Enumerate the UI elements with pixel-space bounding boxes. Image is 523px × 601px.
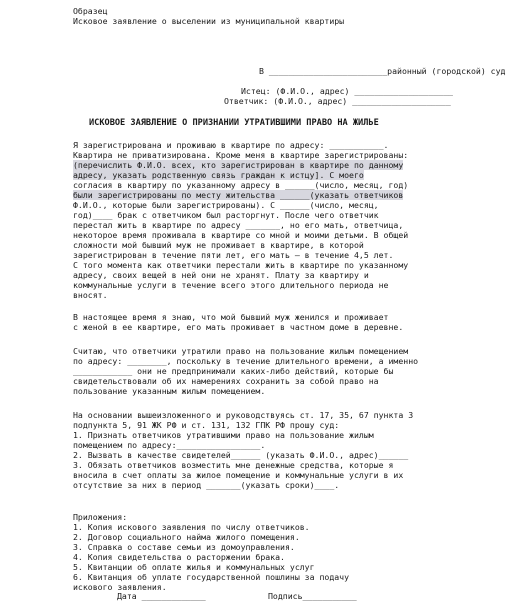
text-line: Квартира не приватизирована. Кроме меня в квартире зарегистрированы: [73, 150, 409, 160]
text-line: некоторое время проживала в квартире со мной и моими детьми. В общей [73, 230, 409, 240]
court-line: В ________________________районный (городской) суд [259, 66, 506, 76]
text-line: Ф.И.О., которые были зарегистрированы). С ______(число, месяц, [73, 200, 379, 210]
text-line: год)____ брак с ответчиком был расторгнут. После чего ответчик [73, 210, 379, 220]
text-line: вносила в счет оплаты за жилое помещение и коммунальные услуги в их [73, 470, 404, 480]
text-line: помещением по адресу:_________________. [73, 440, 266, 450]
list-item: 3. Справка о составе семьи из домоуправления. [73, 542, 295, 552]
text-line: пользование указанным жилым помещением. [73, 386, 266, 396]
doc-caption: Исковое заявление о выселении из муниципальной квартиры [73, 16, 345, 26]
text-line: адресу, своих вещей в ней они не хранят. Плату за квартиру и [73, 270, 369, 280]
text-line: вносят. [73, 290, 108, 300]
text-line: В настоящее время я знаю, что мой бывший муж женился и проживает [73, 312, 389, 322]
text-line: были зарегистрированы по месту жительства ______(указать ответчиков [73, 190, 404, 200]
text-line: сложности мой бывший муж не проживает в квартире, в которой [73, 240, 364, 250]
text-line: 3. Обязать ответчиков возместить мне денежные средства, которые я [73, 460, 394, 470]
text-line: с женой в ее квартире, его мать проживает в частном доме в деревне. [73, 322, 404, 332]
text-line: (перечислить Ф.И.О. всех, кто зарегистрирован в квартире по данному [73, 160, 404, 170]
list-item: 6. Квитанция об уплате государственной пошлины за подачу [73, 572, 350, 582]
text-line: Я зарегистрирована и проживаю в квартире по адресу: ___________. [73, 140, 389, 150]
text-line: зарегистрирован в течение пяти лет, его мать – в течение 4,5 лет. [73, 250, 394, 260]
text-line: свидетельствовали об их намерениях сохранить за собой право на [73, 376, 379, 386]
defendant-line: Ответчик: (Ф.И.О., адрес) ____________________ [224, 96, 451, 106]
list-item: 1. Копия искового заявления по числу ответчиков. [73, 522, 310, 532]
list-item: искового заявления. [73, 582, 167, 592]
text-line: 2. Вызвать в качестве свидетелей______ (указать Ф.И.О., адрес)______ [73, 450, 409, 460]
text-line: С того момента как ответчики перестали жить в квартире по указанному [73, 260, 409, 270]
text-line: 1. Признать ответчиков утратившими право на пользование жилым [73, 430, 374, 440]
text-line: отсутствие за них в период _______(указать сроки)____. [73, 480, 340, 490]
attachments-title: Приложения: [73, 512, 128, 522]
text-line: Считаю, что ответчики утратили право на пользование жилым помещением [73, 346, 409, 356]
text-line: подпункта 5, 91 ЖК РФ и ст. 131, 132 ГПК РФ прошу суд: [73, 420, 340, 430]
text-line: перестал жить в квартире по адресу _______, но его мать, ответчица, [73, 220, 404, 230]
document-title: ИСКОВОЕ ЗАЯВЛЕНИЕ О ПРИЗНАНИИ УТРАТИВШИМИ ПРАВО НА ЖИЛЬЕ [89, 118, 379, 128]
text-line: ____________ они не предпринимали каких-либо действий, которые бы [73, 366, 394, 376]
signature-field: Подпись___________ [268, 591, 357, 601]
date-field: Дата _____________ [117, 591, 206, 601]
text-line: согласия в квартиру по указанному адресу в ______(число, месяц, год) [73, 180, 409, 190]
text-line: адресу, указать родственную связь граждан к истцу]. С моего [73, 170, 364, 180]
plaintiff-line: Истец: (Ф.И.О., адрес) ____________________ [241, 86, 453, 96]
text-line: На основании вышеизложенного и руководствуясь ст. 17, 35, 67 пункта 3 [73, 410, 414, 420]
list-item: 2. Договор социального найма жилого помещения. [73, 532, 300, 542]
list-item: 4. Копия свидетельства о расторжении брака. [73, 552, 285, 562]
text-line: по адресу: ________, поскольку в течение длительного времени, а именно [73, 356, 419, 366]
text-line: коммунальные услуги в течение всего этого длительного периода не [73, 280, 389, 290]
sample-label: Образец [73, 6, 108, 16]
list-item: 5. Квитанции об оплате жилья и коммунальных услуг [73, 562, 315, 572]
